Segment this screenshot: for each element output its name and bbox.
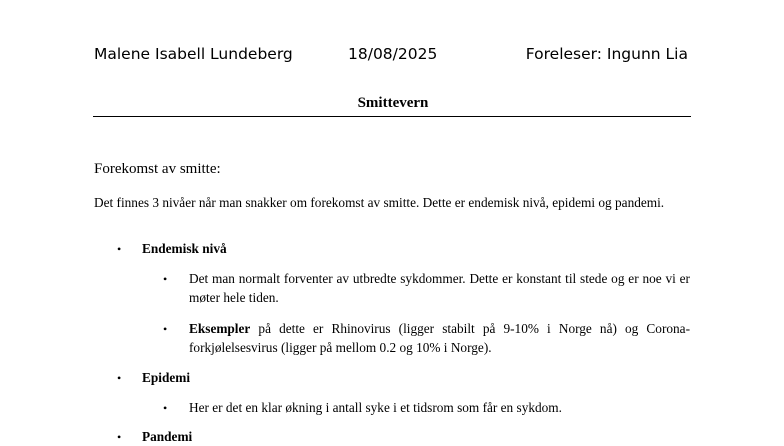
document-title: Smittevern [357,95,429,111]
bullet-icon: • [117,242,122,256]
list-item-epidemi: Epidemi [142,370,191,385]
lecturer-name: Foreleser: Ingunn Lia [525,45,688,63]
section-heading: Forekomst av smitte: [94,161,221,177]
bullet-icon: • [117,430,122,444]
sub-item-endemisk-definition: Det man normalt forventer av utbredte sykdommer. Dette er konstant til stede og er noe vi er møter hele tiden. [189,271,690,305]
document-date: 18/08/2025 [348,45,438,63]
bullet-icon: • [163,322,168,336]
list-item-pandemi: Pandemi [142,429,193,444]
bullet-icon: • [117,371,122,385]
list-item-endemisk: Endemisk nivå [142,241,227,256]
intro-paragraph: Det finnes 3 nivåer når man snakker om forekomst av smitte. Dette er endemisk nivå, epidemi og pandemi. [94,195,665,210]
bullet-icon: • [163,272,168,286]
sub-item-epidemi-definition: Her er det en klar økning i antall syke i et tidsrom som får en sykdom. [189,400,562,415]
page-header [94,45,692,65]
bullet-icon: • [163,401,168,415]
author-name: Malene Isabell Lundeberg [94,45,293,63]
examples-text: på dette er Rhinovirus (ligger stabilt på 9-10% i Norge nå) og Corona-forkjølelsesvirus (ligger på mellom 0.2 og 10% i Norge). [189,321,690,355]
examples-label: Eksempler [189,321,251,336]
title-underline [93,116,691,117]
sub-item-endemisk-examples [189,319,690,357]
